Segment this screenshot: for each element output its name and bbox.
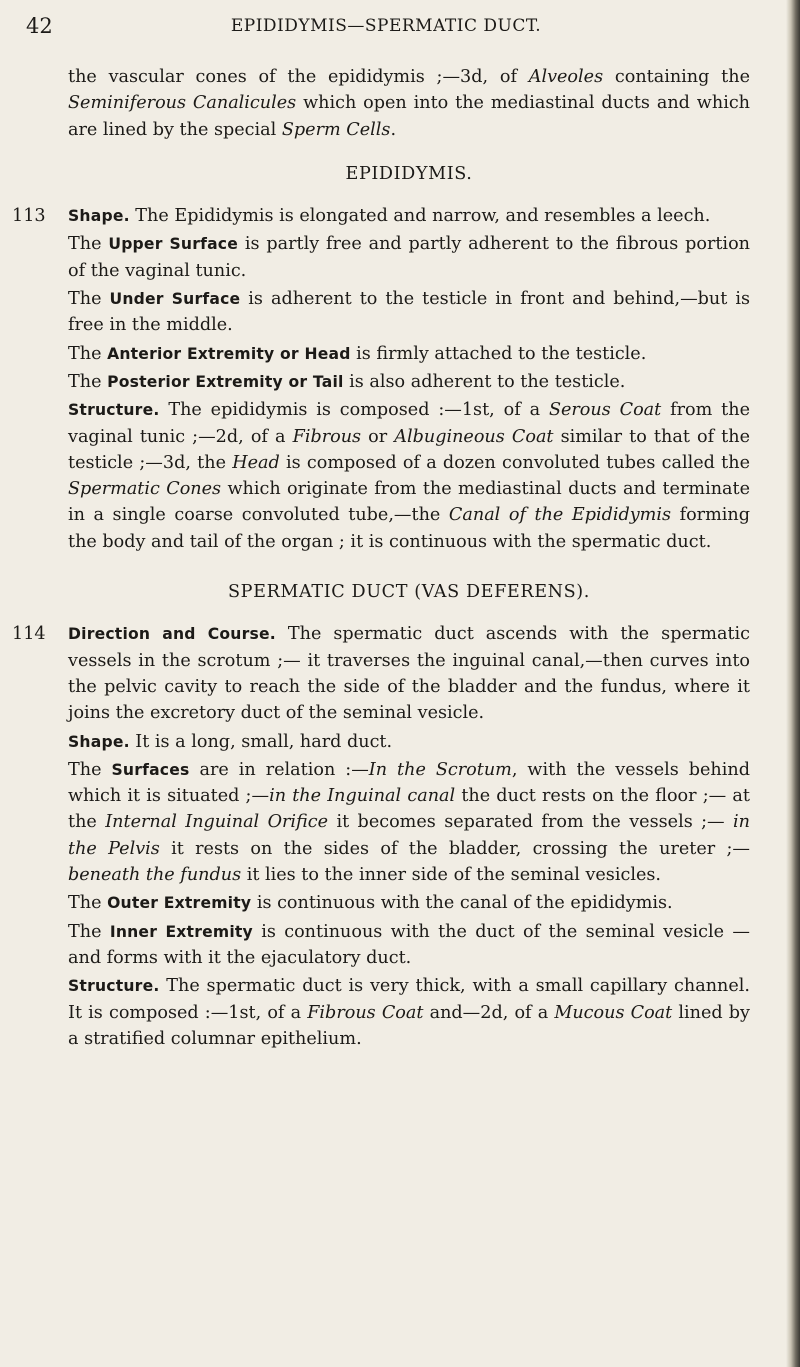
italic-term: in the Pelvis (68, 812, 751, 859)
italic-term: Fibrous Coat (307, 1002, 424, 1023)
bold-label: Under Surface (109, 290, 241, 309)
italic-term: Seminiferous Canalicules (68, 93, 297, 114)
text-run: or (361, 426, 395, 447)
text-run: similar to that of the testicle ;—3d, the (68, 426, 750, 473)
bold-label: Direction and Course. (68, 625, 276, 644)
text-run: is continuous with the canal of the epididymis. (251, 893, 673, 914)
italic-term: Serous Coat (548, 400, 662, 421)
italic-term: Albugineous Coat (394, 426, 554, 447)
text-run: from the vaginal tunic ;—2d, of a (68, 400, 750, 447)
text-run: is partly free and partly adherent to the fibrous portion of the vaginal tunic. (68, 234, 750, 281)
direction-course-paragraph (12, 621, 750, 726)
text-run: , with the vessels behind which it is situated ;— (68, 759, 750, 807)
text-run: are in relation :— (189, 759, 369, 780)
bold-label: Surfaces (111, 760, 190, 779)
italic-term: In the Scrotum (368, 759, 512, 780)
page-edge-shadow (786, 0, 800, 1367)
italic-term: Mucous Coat (554, 1002, 673, 1023)
text-run: which originate from the mediastinal ducts and terminate in a single coarse convoluted tube,—the (68, 479, 750, 526)
text-run: The (68, 343, 108, 364)
text-run: it becomes separated from the vessels ;— (328, 812, 734, 833)
italic-term: Fibrous (292, 426, 362, 447)
text-run: it lies to the inner side of the seminal vesicles. (241, 865, 661, 886)
text-run: The (68, 371, 108, 392)
posterior-extremity-paragraph (68, 369, 750, 395)
text-run: and—2d, of a (423, 1002, 555, 1023)
upper-surface-paragraph (68, 231, 750, 284)
text-run: is composed of a dozen convoluted tubes called the (279, 452, 750, 473)
bold-label: Inner Extremity (109, 922, 253, 941)
text-run: is adherent to the testicle in front and behind,—but is free in the middle. (68, 289, 751, 336)
italic-term: Sperm Cells (281, 119, 391, 140)
paragraph-number: 114 (12, 624, 46, 645)
surfaces-paragraph (68, 757, 750, 888)
italic-term: Spermatic Cones (68, 479, 222, 500)
page-header (26, 14, 746, 48)
epididymis-structure-paragraph (68, 397, 750, 555)
bold-label: Posterior Extremity or Tail (107, 372, 344, 391)
outer-extremity-paragraph (68, 890, 750, 916)
bold-label: Outer Extremity (107, 894, 252, 913)
text-run: lined by a stratified columnar epithelium. (68, 1002, 750, 1049)
under-surface-paragraph (68, 286, 750, 339)
text-run: which open into the mediastinal ducts and which are lined by the special (68, 93, 751, 140)
text-run: the vascular cones of the epididymis ;—3d, of (68, 67, 529, 87)
bold-label: Shape. (68, 732, 130, 751)
text-run: is continuous with the duct of the seminal vesicle — and forms with it the ejaculatory duct. (68, 921, 750, 968)
text-run: forming the body and tail of the organ ; it is continuous with the spermatic duct. (68, 505, 750, 552)
page-number: 42 (26, 14, 53, 38)
bold-label: Anterior Extremity or Head (107, 344, 351, 363)
text-run: The epididymis is composed :—1st, of a (159, 400, 549, 421)
italic-term: beneath the fundus (68, 865, 242, 886)
text-run: The (68, 289, 110, 310)
section-heading-spermatic-duct: SPERMATIC DUCT (VAS DEFERENS). (228, 582, 590, 603)
italic-term: Canal of the Epididymis (448, 505, 672, 526)
text-run: it rests on the sides of the bladder, crossing the ureter ;— (159, 838, 751, 859)
intro-paragraph (68, 64, 750, 143)
italic-term: in the Inguinal canal (269, 786, 456, 807)
text-run: The (68, 921, 110, 942)
text-run: . (390, 119, 397, 140)
text-run: It is a long, small, hard duct. (129, 731, 393, 752)
bold-label: Upper Surface (108, 235, 239, 254)
text-run: The spermatic duct is very thick, with a small capillary channel. It is composed :—1st, of a (68, 976, 750, 1023)
paragraph-number: 113 (12, 206, 46, 227)
text-run: The (68, 759, 112, 780)
bold-label: Structure. (68, 977, 160, 996)
text-run: The (68, 234, 109, 255)
italic-term: Internal Inguinal Orifice (105, 812, 329, 833)
running-head: EPIDIDYMIS—SPERMATIC DUCT. (230, 16, 542, 36)
text-run: containing the (603, 67, 750, 87)
text-run: the duct rests on the floor ;— at the (68, 786, 750, 833)
duct-shape-paragraph (68, 729, 750, 755)
italic-term: Head (232, 452, 280, 473)
duct-structure-paragraph (68, 973, 750, 1052)
text-run: is firmly attached to the testicle. (350, 343, 647, 364)
text-run: The spermatic duct ascends with the spermatic vessels in the scrotum ;— it traverses the inguinal canal,—then curves into the pelvic cavity to reach the side of the bladder and the fundus, where it joins the excretory duct of the seminal vesicle. (68, 624, 750, 724)
italic-term: Alveoles (528, 67, 604, 87)
section-heading-epididymis: EPIDIDYMIS. (345, 163, 473, 184)
inner-extremity-paragraph (68, 919, 750, 972)
bold-label: Structure. (68, 401, 160, 420)
page-body (12, 64, 751, 1052)
text-run: is also adherent to the testicle. (343, 371, 626, 392)
anterior-extremity-paragraph (68, 341, 750, 367)
bold-label: Shape. (68, 207, 130, 226)
epididymis-shape-paragraph (12, 203, 750, 229)
text-run: The Epididymis is elongated and narrow, and resembles a leech. (129, 206, 711, 227)
text-run: The (68, 893, 108, 914)
